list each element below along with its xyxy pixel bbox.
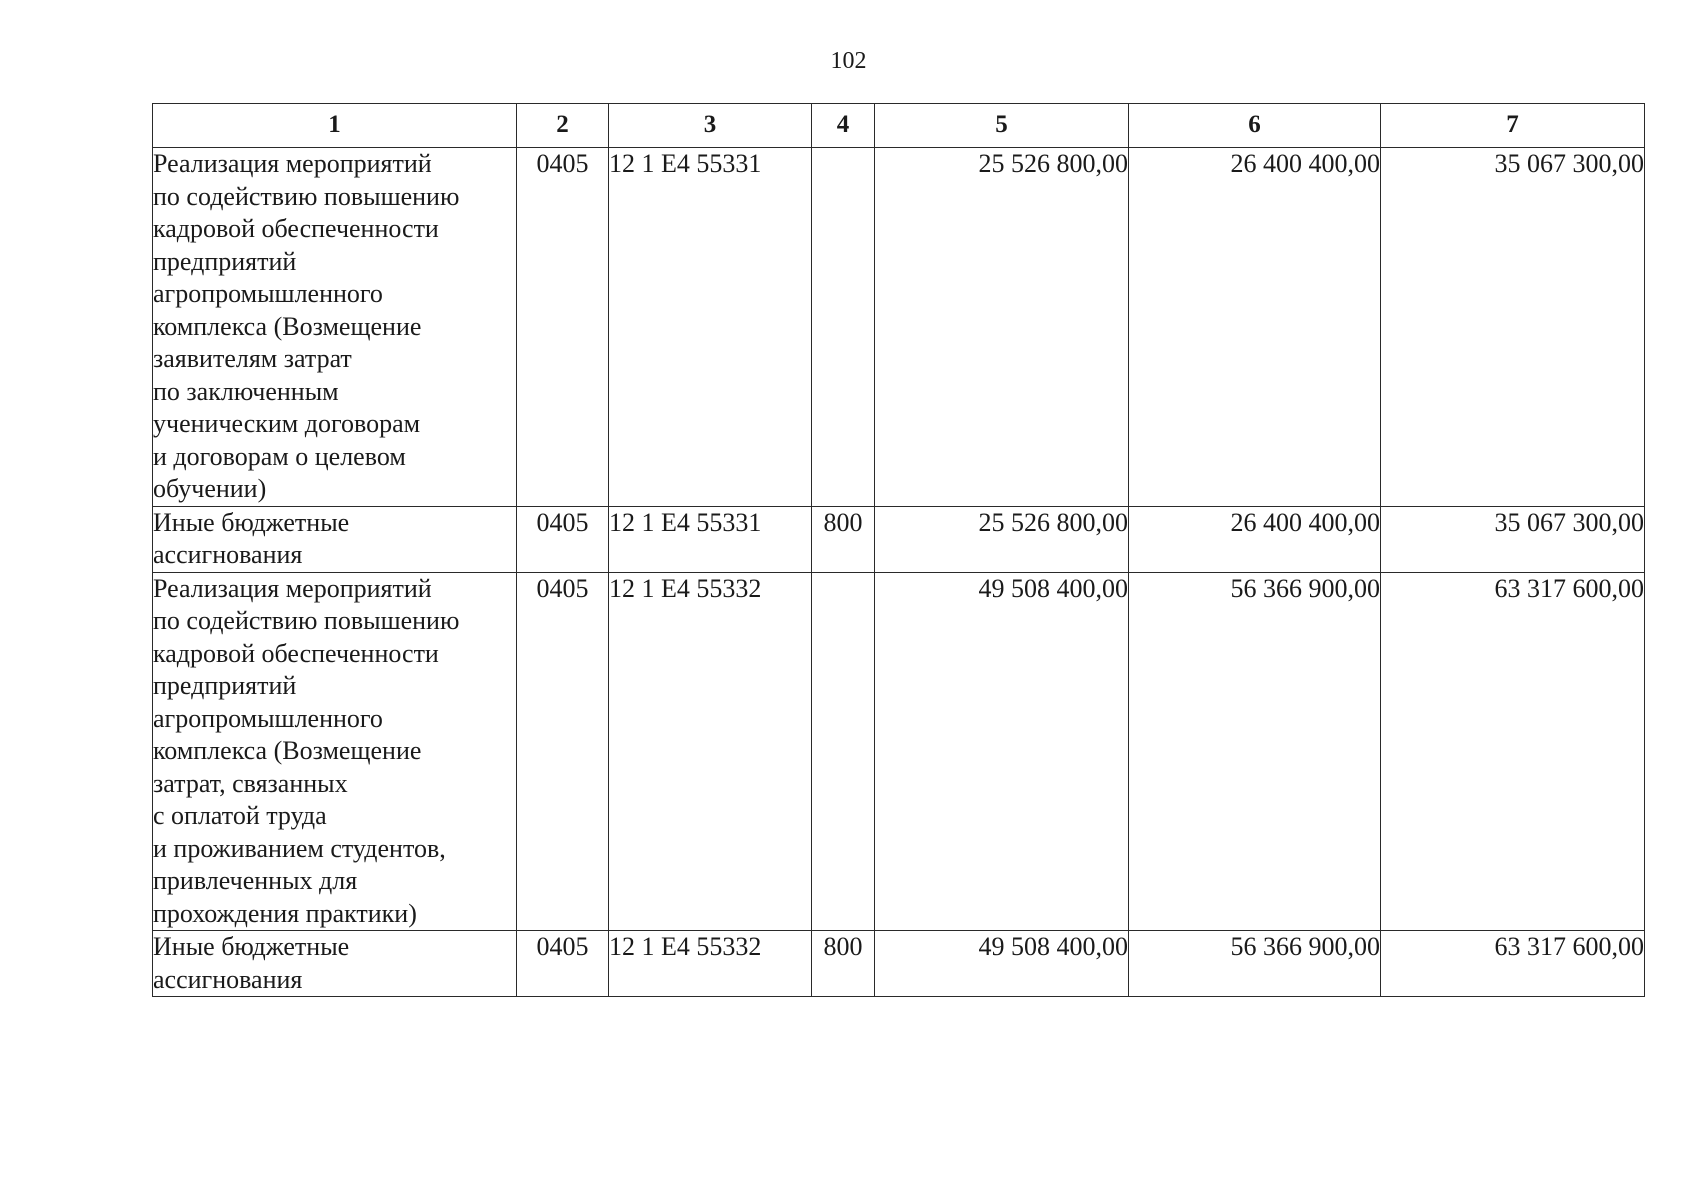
row-amount-col7: 35 067 300,00 [1381, 506, 1645, 572]
row-target-code: 12 1 E4 55331 [609, 506, 812, 572]
row-amount-col6: 26 400 400,00 [1129, 506, 1381, 572]
row-name [153, 931, 517, 997]
row-amount-col5: 25 526 800,00 [875, 506, 1129, 572]
row-name-line: ассигнования [153, 540, 303, 569]
row-name-line: агропромышленного [153, 703, 383, 733]
row-name-line: кадровой обеспеченности [153, 638, 439, 668]
row-amount-col6: 56 366 900,00 [1129, 572, 1381, 931]
row-target-code: 12 1 E4 55332 [609, 572, 812, 931]
row-name-line: с оплатой труда [153, 801, 327, 830]
row-name-line: обучении) [153, 474, 267, 503]
row-name-line: комплекса (Возмещение [153, 736, 422, 765]
row-name-line: Реализация мероприятий [153, 149, 432, 178]
row-name-line: заявителям затрат [153, 344, 352, 373]
row-type-code: 800 [812, 931, 875, 997]
column-header: 6 [1129, 104, 1381, 148]
column-header: 5 [875, 104, 1129, 148]
row-name-line: прохождения практики) [153, 898, 417, 928]
row-name-line: Иные бюджетные [153, 932, 350, 961]
row-name-line: Иные бюджетные [153, 507, 350, 537]
column-header: 4 [812, 104, 875, 148]
row-name-line: затрат, связанных [153, 768, 348, 798]
row-target-code: 12 1 E4 55331 [609, 148, 812, 507]
column-header: 2 [517, 104, 609, 148]
row-name-line: по содействию повышению [153, 181, 460, 211]
table-row [153, 506, 1645, 572]
row-name-line: предприятий [153, 246, 297, 276]
row-name [153, 572, 517, 931]
page-number: 102 [830, 48, 867, 74]
row-type-code: 800 [812, 506, 875, 572]
column-header: 1 [153, 104, 517, 148]
column-header: 7 [1381, 104, 1645, 148]
table-row [153, 148, 1645, 507]
row-amount-col7: 35 067 300,00 [1381, 148, 1645, 507]
row-amount-col5: 49 508 400,00 [875, 572, 1129, 931]
row-amount-col5: 25 526 800,00 [875, 148, 1129, 507]
table-row [153, 931, 1645, 997]
row-target-code: 12 1 E4 55332 [609, 931, 812, 997]
row-type-code [812, 148, 875, 507]
row-name [153, 506, 517, 572]
row-name-line: по содействию повышению [153, 606, 460, 635]
row-section-code: 0405 [517, 148, 609, 507]
row-name-line: ассигнования [153, 964, 303, 994]
column-header: 3 [609, 104, 812, 148]
row-name-line: ученическим договорам [153, 409, 421, 438]
row-section-code: 0405 [517, 506, 609, 572]
row-amount-col5: 49 508 400,00 [875, 931, 1129, 997]
budget-table [152, 103, 1645, 997]
row-name-line: предприятий [153, 671, 297, 700]
row-amount-col7: 63 317 600,00 [1381, 931, 1645, 997]
row-section-code: 0405 [517, 572, 609, 931]
row-type-code [812, 572, 875, 931]
row-name-line: кадровой обеспеченности [153, 214, 439, 243]
row-name-line: агропромышленного [153, 279, 383, 308]
row-amount-col7: 63 317 600,00 [1381, 572, 1645, 931]
row-name-line: комплекса (Возмещение [153, 311, 422, 341]
row-amount-col6: 26 400 400,00 [1129, 148, 1381, 507]
row-section-code: 0405 [517, 931, 609, 997]
row-name-line: и договорам о целевом [153, 441, 406, 471]
row-name-line: Реализация мероприятий [153, 573, 432, 603]
row-name-line: привлеченных для [153, 866, 358, 895]
table-row [153, 572, 1645, 931]
row-name-line: по заключенным [153, 376, 339, 406]
row-amount-col6: 56 366 900,00 [1129, 931, 1381, 997]
header-row [153, 104, 1645, 148]
row-name [153, 148, 517, 507]
row-name-line: и проживанием студентов, [153, 833, 446, 863]
